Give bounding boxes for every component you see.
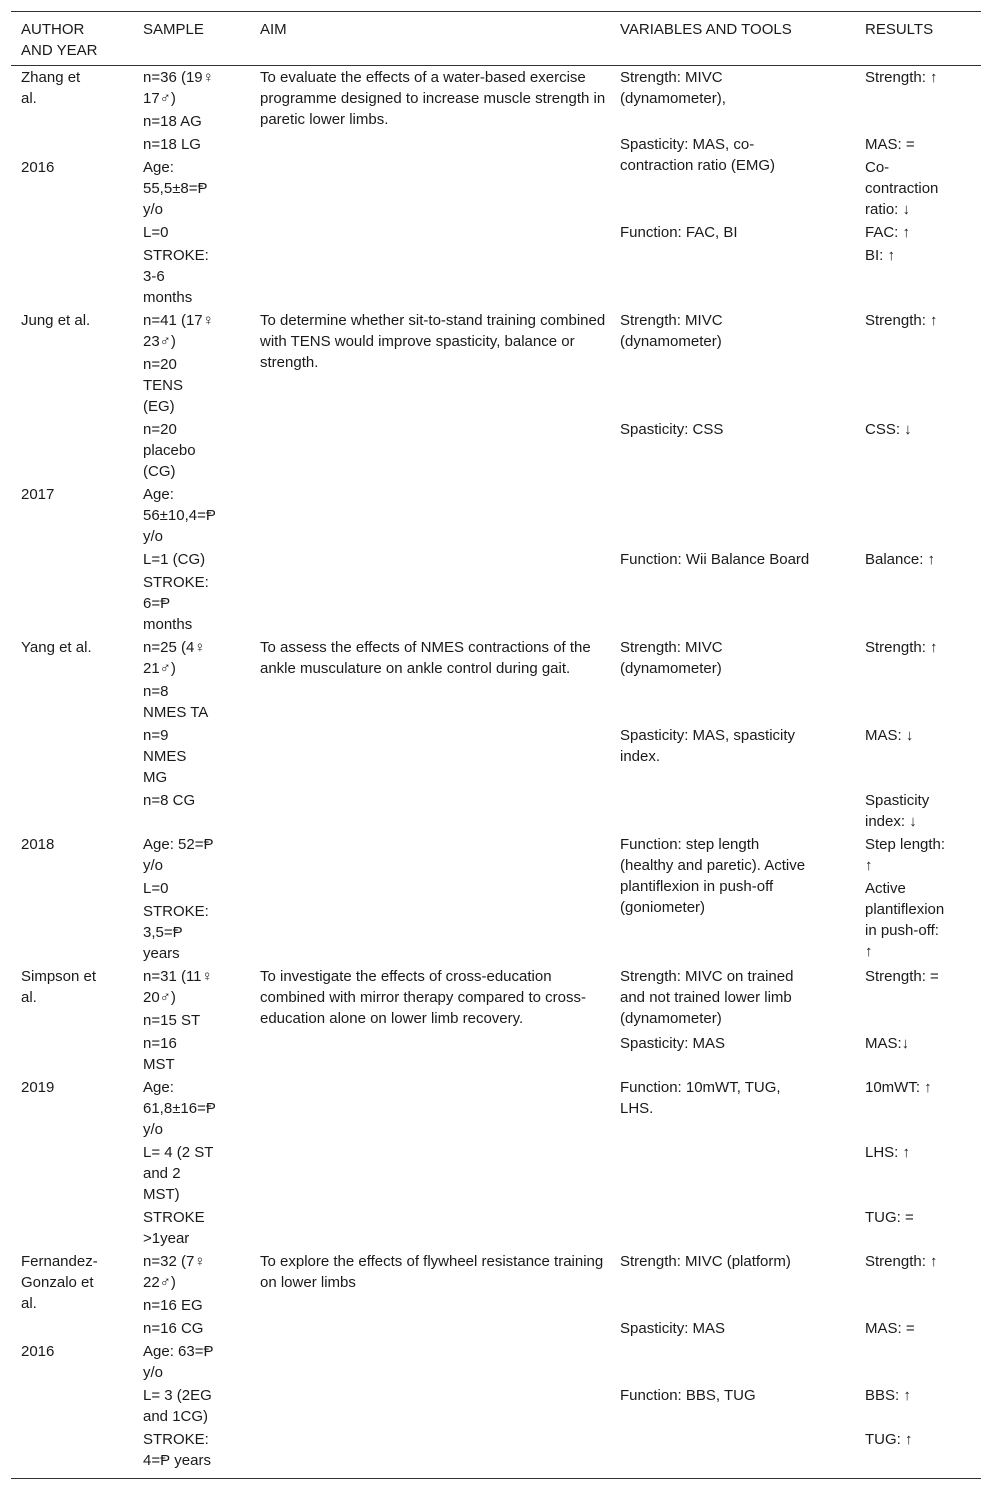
aim-cell: To evaluate the effects of a water-based exercise programme designed to increase muscle strength in paretic lower limbs.	[260, 69, 606, 128]
sample-line: Age: 61,8±16=Ᵽ y/o	[143, 1079, 216, 1138]
sample-line: STROKE: 4=Ᵽ years	[143, 1431, 211, 1469]
variable-line: Function: Wii Balance Board	[620, 551, 810, 568]
sample-line: L=1 (CG)	[143, 551, 206, 568]
variable-line: Strength: MIVC (dynamometer),	[620, 69, 726, 107]
table-row	[11, 1251, 981, 1475]
result-line: MAS: ↓	[865, 727, 914, 744]
result-line: Co- contraction ratio: ↓	[865, 159, 939, 218]
sample-line: L=0	[143, 880, 169, 897]
header-aim: AIM	[260, 21, 287, 38]
header-sample: SAMPLE	[143, 21, 204, 38]
variable-line: Strength: MIVC (platform)	[620, 1253, 791, 1270]
table-header	[11, 12, 981, 66]
result-line: Strength: =	[865, 968, 939, 985]
sample-line: n=41 (17♀ 23♂)	[143, 312, 214, 350]
result-line: MAS:↓	[865, 1035, 910, 1052]
sample-line: n=8 NMES TA	[143, 683, 209, 721]
sample-line: Age: 63=Ᵽ y/o	[143, 1343, 214, 1381]
variable-line: Strength: MIVC (dynamometer)	[620, 312, 723, 350]
variable-line: Function: step length (healthy and paretic). Active plantiflexion in push-off (goniometer)	[620, 836, 806, 916]
result-line: LHS: ↑	[865, 1144, 911, 1161]
sample-line: n=16 CG	[143, 1320, 204, 1337]
sample-line: n=9 NMES MG	[143, 727, 187, 786]
variable-line: Spasticity: MAS, spasticity index.	[620, 727, 796, 765]
author-cell: Jung et al.	[21, 312, 91, 329]
result-line: MAS: =	[865, 1320, 915, 1337]
result-line: FAC: ↑	[865, 224, 911, 241]
result-line: 10mWT: ↑	[865, 1079, 932, 1096]
sample-line: Age: 52=Ᵽ y/o	[143, 836, 214, 874]
author-cell: Simpson et al.	[21, 968, 97, 1006]
sample-line: STROKE: 3,5=Ᵽ years	[143, 903, 209, 962]
variable-line: Function: FAC, BI	[620, 224, 738, 241]
variable-line: Function: 10mWT, TUG, LHS.	[620, 1079, 781, 1117]
aim-cell: To determine whether sit-to-stand training combined with TENS would improve spasticity, balance or strength.	[260, 312, 606, 371]
sample-line: L= 3 (2EG and 1CG)	[143, 1387, 212, 1425]
variable-line: Strength: MIVC (dynamometer)	[620, 639, 723, 677]
result-line: Strength: ↑	[865, 312, 938, 329]
result-line: TUG: =	[865, 1209, 914, 1226]
result-line: Step length: ↑	[865, 836, 946, 874]
year-cell: 2018	[21, 836, 55, 853]
sample-line: STROKE >1year	[143, 1209, 205, 1247]
year-cell: 2019	[21, 1079, 55, 1096]
result-line: Strength: ↑	[865, 69, 938, 86]
result-line: BI: ↑	[865, 247, 896, 264]
variable-line: Spasticity: MAS, co- contraction ratio (EMG)	[620, 136, 776, 174]
sample-line: n=18 AG	[143, 113, 202, 130]
variable-line: Function: BBS, TUG	[620, 1387, 756, 1404]
sample-line: Age: 55,5±8=Ᵽ y/o	[143, 159, 208, 218]
sample-line: STROKE: 6=Ᵽ months	[143, 574, 209, 633]
sample-line: L=0	[143, 224, 169, 241]
sample-line: n=16 EG	[143, 1297, 203, 1314]
header-variables: VARIABLES AND TOOLS	[620, 21, 792, 38]
variable-line: Strength: MIVC on trained and not trained lower limb (dynamometer)	[620, 968, 794, 1027]
table-row	[11, 966, 981, 1251]
sample-line: STROKE: 3-6 months	[143, 247, 209, 306]
sample-line: n=20 placebo (CG)	[143, 421, 196, 480]
table-row	[11, 67, 981, 310]
result-line: Strength: ↑	[865, 639, 938, 656]
sample-line: n=8 CG	[143, 792, 196, 809]
result-line: MAS: =	[865, 136, 915, 153]
result-line: Balance: ↑	[865, 551, 936, 568]
result-line: Spasticity index: ↓	[865, 792, 930, 830]
result-line: CSS: ↓	[865, 421, 912, 438]
sample-line: n=16 MST	[143, 1035, 177, 1073]
year-cell: 2016	[21, 159, 55, 176]
table-row	[11, 310, 981, 637]
year-cell: 2016	[21, 1343, 55, 1360]
header-author-year: AUTHOR AND YEAR	[21, 21, 98, 59]
sample-line: n=15 ST	[143, 1012, 201, 1029]
aim-cell: To investigate the effects of cross-education combined with mirror therapy compared to cross-education alone on lower limb recovery.	[260, 968, 586, 1027]
variable-line: Spasticity: MAS	[620, 1035, 726, 1052]
header-results: RESULTS	[865, 21, 934, 38]
sample-line: n=32 (7♀ 22♂)	[143, 1253, 206, 1291]
sample-line: n=18 LG	[143, 136, 201, 153]
result-line: Strength: ↑	[865, 1253, 938, 1270]
sample-line: L= 4 (2 ST and 2 MST)	[143, 1144, 214, 1203]
author-cell: Fernandez- Gonzalo et al.	[21, 1253, 98, 1312]
author-cell: Zhang et al.	[21, 69, 81, 107]
studies-table	[11, 11, 981, 1479]
variable-line: Spasticity: CSS	[620, 421, 724, 438]
result-line: BBS: ↑	[865, 1387, 911, 1404]
aim-cell: To explore the effects of flywheel resistance training on lower limbs	[260, 1253, 604, 1291]
result-line: Active plantiflexion in push-off: ↑	[865, 880, 945, 960]
table-row	[11, 637, 981, 966]
sample-line: n=31 (11♀ 20♂)	[143, 968, 213, 1006]
author-cell: Yang et al.	[21, 639, 92, 656]
sample-line: Age: 56±10,4=Ᵽ y/o	[143, 486, 216, 545]
variable-line: Spasticity: MAS	[620, 1320, 726, 1337]
sample-line: n=25 (4♀ 21♂)	[143, 639, 206, 677]
aim-cell: To assess the effects of NMES contractions of the ankle musculature on ankle control during gait.	[260, 639, 591, 677]
sample-line: n=36 (19♀ 17♂)	[143, 69, 214, 107]
sample-line: n=20 TENS (EG)	[143, 356, 184, 415]
result-line: TUG: ↑	[865, 1431, 913, 1448]
year-cell: 2017	[21, 486, 55, 503]
